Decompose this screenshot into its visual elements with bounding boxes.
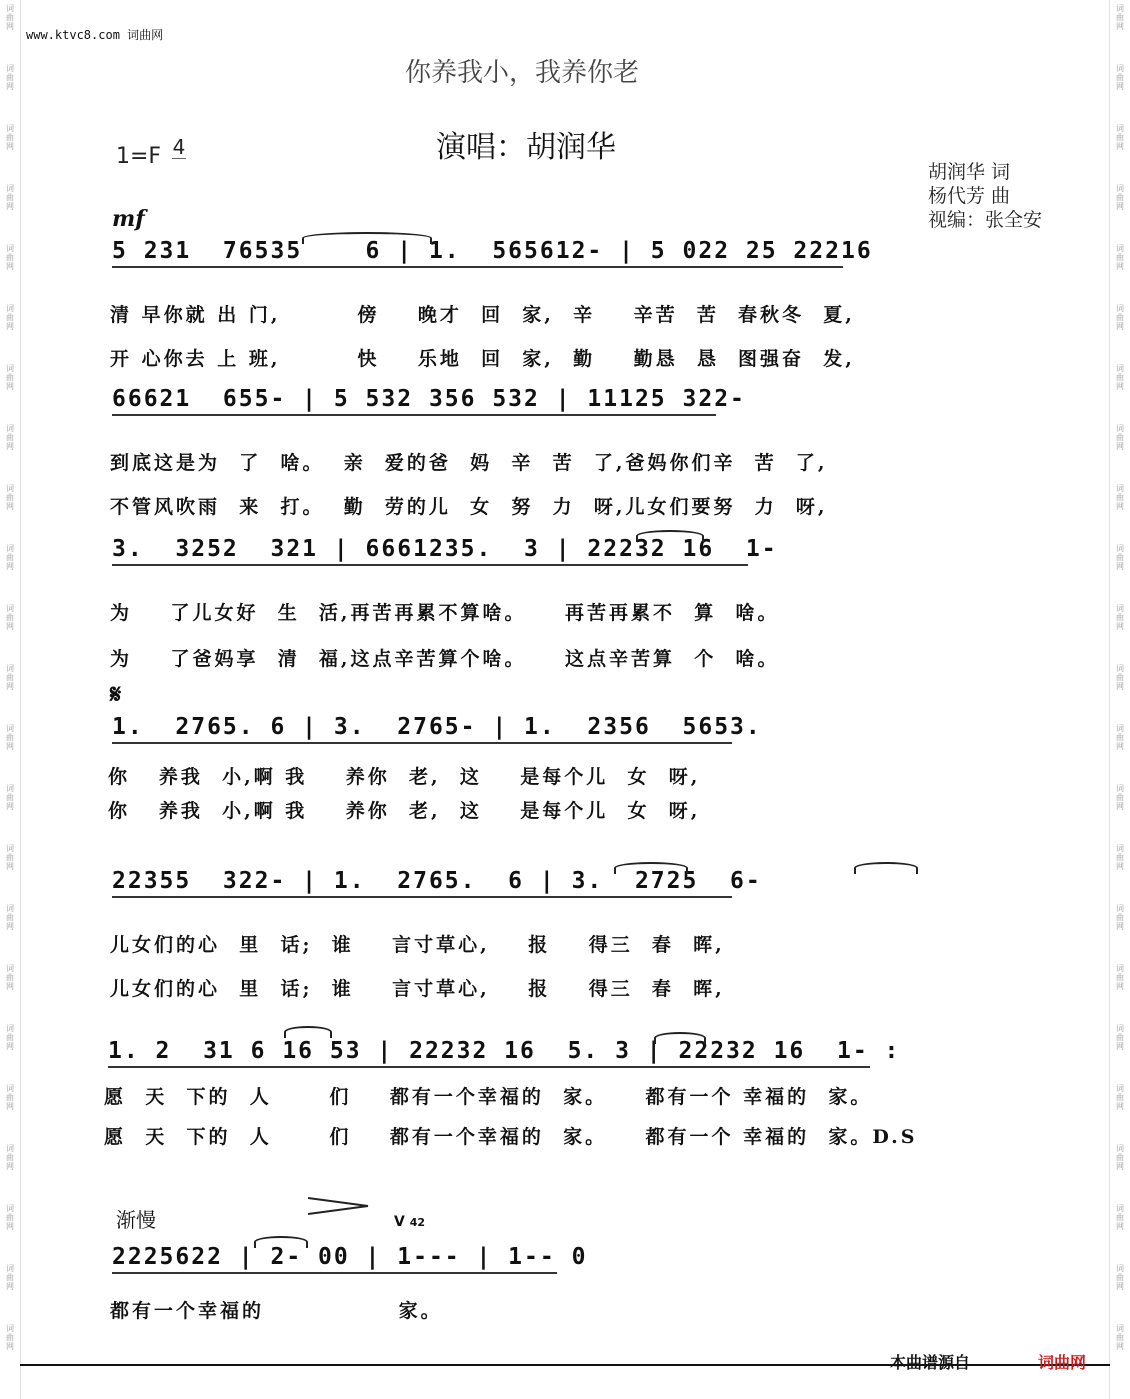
- watermark-text: 词曲网: [1116, 1204, 1124, 1231]
- segno-sign: 𝄋: [110, 680, 122, 710]
- watermark-text: 词曲网: [6, 1204, 14, 1231]
- watermark-text: 词曲网: [1116, 244, 1124, 271]
- lyricist-credit: 胡润华 词: [928, 161, 1011, 183]
- tempo-marking: 渐慢: [116, 1208, 156, 1232]
- decrescendo-hairpin: [308, 1196, 372, 1216]
- watermark-text: 词曲网: [6, 64, 14, 91]
- watermark-text: 词曲网: [6, 604, 14, 631]
- watermark-text: 词曲网: [6, 304, 14, 331]
- breath-mark: [394, 1214, 425, 1230]
- watermark-text: 词曲网: [1116, 604, 1124, 631]
- watermark-text: 词曲网: [1116, 184, 1124, 211]
- slur: [302, 232, 432, 244]
- composer-credit: 杨代芳 曲: [928, 185, 1011, 207]
- breath-symbol: V: [394, 1214, 405, 1230]
- footer-source: 本曲谱源自: [890, 1353, 971, 1372]
- watermark-text: 词曲网: [6, 904, 14, 931]
- watermark-text: 词曲网: [6, 664, 14, 691]
- watermark-text: 词曲网: [1116, 544, 1124, 571]
- watermark-text: 词曲网: [6, 424, 14, 451]
- video-editor-credit: 视编：张全安: [928, 209, 1043, 231]
- watermark-text: 词曲网: [1116, 964, 1124, 991]
- notation-row-2: 66621 655- | 5 532 356 532 | 11125 322-: [112, 386, 746, 412]
- watermark-text: 词曲网: [6, 1264, 14, 1291]
- key-signature: 1=F: [116, 144, 162, 169]
- watermark-text: 词曲网: [1116, 424, 1124, 451]
- slur: [614, 862, 688, 874]
- watermark-text: 词曲网: [6, 1084, 14, 1111]
- lyric-line-2a: 到底这是为 了 啥。 亲 爱的爸 妈 辛 苦 了,爸妈你们辛 苦 了,: [110, 452, 828, 474]
- watermark-text: 词曲网: [1116, 664, 1124, 691]
- fermata-number: 42: [409, 1216, 426, 1229]
- watermark-text: 词曲网: [1116, 484, 1124, 511]
- watermark-text: 词曲网: [1116, 1084, 1124, 1111]
- site-url: www.ktvc8.com 词曲网: [26, 28, 164, 42]
- watermark-text: 词曲网: [1116, 124, 1124, 151]
- lyric-line-3a: 为 了儿女好 生 活,再苦再累不算啥。 再苦再累不 算 啥。: [110, 602, 780, 624]
- watermark-text: 词曲网: [6, 1024, 14, 1051]
- watermark-text: 词曲网: [6, 724, 14, 751]
- watermark-text: 词曲网: [1116, 1264, 1124, 1291]
- footer-brand-link[interactable]: 词曲网: [1038, 1353, 1087, 1372]
- notation-row-5: 22355 322- | 1. 2765. 6 | 3. 2725 6-: [112, 868, 762, 894]
- lyric-line-6a: 愿 天 下的 人 们 都有一个幸福的 家。 都有一个 幸福的 家。: [104, 1086, 873, 1108]
- lyric-line-5b: 儿女们的心 里 话; 谁 言寸草心, 报 得三 春 晖,: [110, 978, 725, 1000]
- time-signature: 4: [172, 135, 186, 159]
- watermark-text: 词曲网: [1116, 1024, 1124, 1051]
- watermark-text: 词曲网: [1116, 364, 1124, 391]
- notation-row-4: 1. 2765. 6 | 3. 2765- | 1. 2356 5653.: [112, 714, 762, 740]
- watermark-text: 词曲网: [1116, 784, 1124, 811]
- slur: [854, 862, 918, 874]
- watermark-text: 词曲网: [6, 364, 14, 391]
- watermark-text: 词曲网: [1116, 304, 1124, 331]
- lyric-line-4a: 你 养我 小,啊 我 养你 老, 这 是每个儿 女 呀,: [108, 766, 701, 788]
- credits: [928, 160, 1042, 232]
- watermark-text: 词曲网: [1116, 904, 1124, 931]
- lyric-line-5a: 儿女们的心 里 话; 谁 言寸草心, 报 得三 春 晖,: [110, 934, 725, 956]
- slur: [284, 1026, 332, 1038]
- watermark-text: 词曲网: [6, 244, 14, 271]
- lyric-line-1a: 清 早你就 出 门, 傍 晚才 回 家, 辛 辛苦 苦 春秋冬 夏,: [110, 304, 855, 326]
- lyric-line-4b: 你 养我 小,啊 我 养你 老, 这 是每个儿 女 呀,: [108, 800, 701, 822]
- song-title: 你养我小，我养你老: [405, 58, 640, 88]
- watermark-text: 词曲网: [6, 1324, 14, 1351]
- slur: [654, 1032, 706, 1044]
- watermark-text: 词曲网: [6, 784, 14, 811]
- notation-row-6: 1. 2 31 6 16 53 | 22232 16 5. 3 | 22232 16 1- :: [108, 1038, 901, 1064]
- watermark-text: 词曲网: [1116, 1324, 1124, 1351]
- watermark-text: 词曲网: [1116, 4, 1124, 31]
- watermark-text: 词曲网: [6, 484, 14, 511]
- lyric-line-6b: 愿 天 下的 人 们 都有一个幸福的 家。 都有一个 幸福的 家。D.S: [104, 1126, 918, 1148]
- dynamic-marking: mf: [112, 206, 145, 232]
- watermark-text: 词曲网: [6, 844, 14, 871]
- right-watermark-strip: [1109, 0, 1130, 1399]
- slur: [254, 1236, 308, 1248]
- lyric-line-3b: 为 了爸妈享 清 福,这点辛苦算个啥。 这点辛苦算 个 啥。: [110, 648, 780, 670]
- watermark-text: 词曲网: [6, 544, 14, 571]
- lyric-line-7: 都有一个幸福的 家。: [110, 1300, 443, 1322]
- notation-row-1: 5 231 76535 6 | 1. 565612- | 5 022 25 22216: [112, 238, 873, 264]
- watermark-text: 词曲网: [1116, 64, 1124, 91]
- notation-row-3: 3. 3252 321 | 6661235. 3 | 22232 16 1-: [112, 536, 778, 562]
- lyric-line-1b: 开 心你去 上 班, 快 乐地 回 家, 勤 勤恳 恳 图强奋 发,: [110, 348, 855, 370]
- singer-line: 演唱：胡润华: [436, 130, 616, 165]
- left-watermark-strip: [0, 0, 21, 1399]
- lyric-line-2b: 不管风吹雨 来 打。 勤 劳的儿 女 努 力 呀,儿女们要努 力 呀,: [110, 496, 828, 518]
- watermark-text: 词曲网: [6, 1144, 14, 1171]
- watermark-text: 词曲网: [6, 124, 14, 151]
- slur: [636, 530, 704, 542]
- watermark-text: 词曲网: [1116, 724, 1124, 751]
- watermark-text: 词曲网: [1116, 1144, 1124, 1171]
- watermark-text: 词曲网: [6, 4, 14, 31]
- notation-row-7: 2225622 | 2- 00 | 1--- | 1-- 0: [112, 1244, 588, 1270]
- watermark-text: 词曲网: [1116, 844, 1124, 871]
- watermark-text: 词曲网: [6, 184, 14, 211]
- watermark-text: 词曲网: [6, 964, 14, 991]
